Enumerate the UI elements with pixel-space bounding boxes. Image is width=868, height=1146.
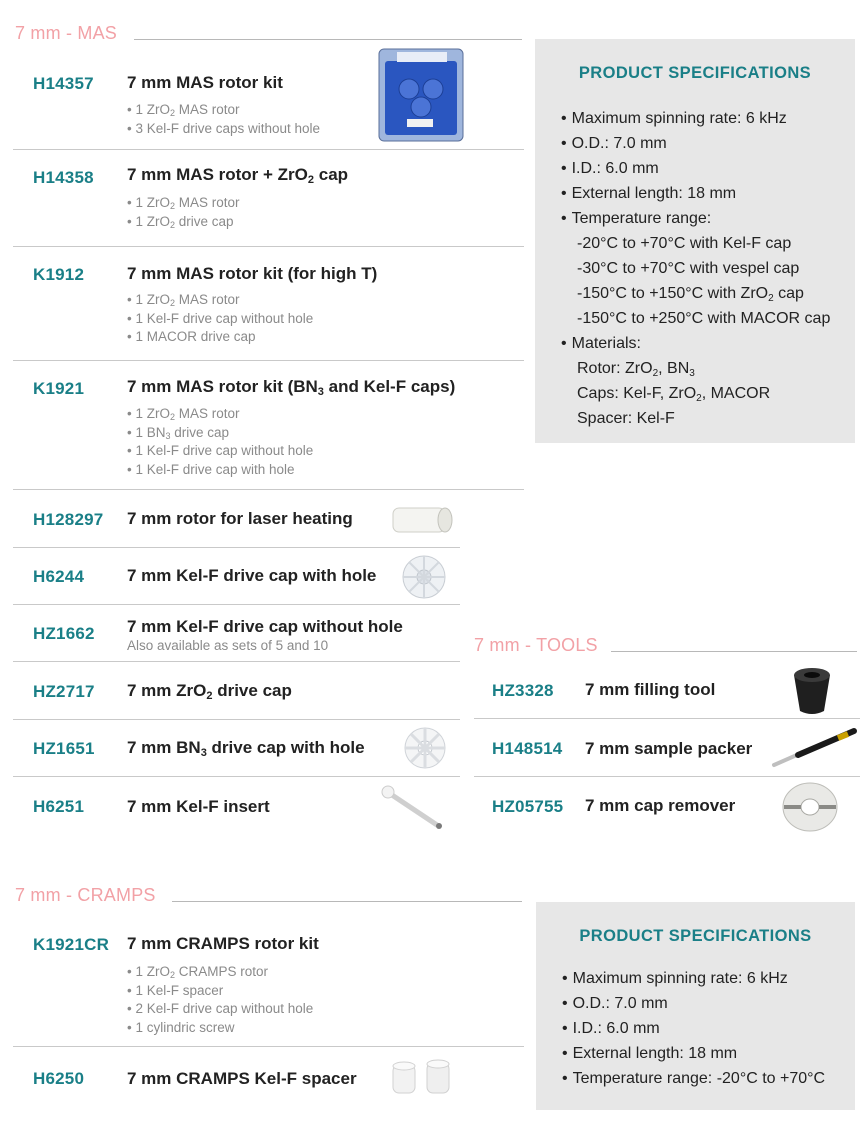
product-specifications-mas <box>535 39 855 443</box>
spec-line: • External length: 18 mm <box>561 181 830 206</box>
spec-title: PRODUCT SPECIFICATIONS <box>579 927 812 945</box>
product-code: HZ1662 <box>33 624 95 643</box>
spec-list <box>561 106 830 431</box>
spec-line: • I.D.: 6.0 mm <box>561 156 830 181</box>
product-row-h6244 <box>13 548 460 605</box>
content-item: • 3 Kel-F drive caps without hole <box>127 120 321 136</box>
product-name: 7 mm CRAMPS Kel-F spacer <box>127 1069 357 1088</box>
spec-line: • Materials: <box>561 331 830 356</box>
content-item: • 1 cylindric screw <box>127 1019 235 1035</box>
drive-cap-image <box>397 552 451 602</box>
product-row-hz3328 <box>474 661 860 719</box>
content-item: • 1 Kel-F spacer <box>127 982 224 998</box>
spec-line: -150°C to +150°C with ZrO$_2$ cap <box>577 285 804 304</box>
spec-title: PRODUCT SPECIFICATIONS <box>578 64 812 82</box>
product-code: H6244 <box>33 567 85 586</box>
product-row-h148514 <box>474 719 860 777</box>
product-name: 7 mm Kel-F drive cap without hole <box>127 617 403 636</box>
product-row-hz05755 <box>474 777 860 835</box>
product-name: 7 mm MAS rotor kit ($BN_3$ and Kel-F caps) <box>127 377 456 398</box>
spec-line: • Temperature range: -20°C to +70°C <box>562 1066 825 1091</box>
section-title-cramps: 7 mm - CRAMPS <box>15 885 156 905</box>
spec-line: Rotor: ZrO$_2$, $BN_3$ <box>577 360 695 379</box>
content-item: • 1 ZrO$_2$ MAS rotor <box>127 292 240 308</box>
content-item: • 2 Kel-F drive cap without hole <box>127 1001 314 1016</box>
product-row-hz1651 <box>13 720 460 777</box>
product-note: Also available as sets of 5 and 10 <box>127 638 329 653</box>
product-name: 7 mm Kel-F insert <box>127 797 270 816</box>
spec-line: -20°C to +70°C with Kel-F cap <box>577 235 792 252</box>
product-name: 7 mm ZrO$_2$ drive cap <box>127 681 292 702</box>
product-name: 7 mm $BN_3$ drive cap with hole <box>127 738 365 759</box>
spec-line: -150°C to +250°C with MACOR cap <box>577 310 831 327</box>
product-row-hz2717 <box>13 662 460 720</box>
product-row-k1921cr <box>13 910 524 1047</box>
product-contents <box>127 405 313 479</box>
spec-line: • O.D.: 7.0 mm <box>562 991 825 1016</box>
content-item: • 1 ZrO$_2$ CRAMPS rotor <box>127 964 269 980</box>
content-item: • 1 MACOR drive cap <box>127 329 256 344</box>
product-name: 7 mm sample packer <box>585 739 753 758</box>
content-item: • 1 ZrO$_2$ MAS rotor <box>127 195 240 211</box>
section-title-mas: 7 mm - MAS <box>15 23 118 43</box>
spacer-image <box>385 1057 465 1101</box>
section-rule <box>134 39 522 40</box>
laser-rotor-image <box>385 496 463 540</box>
product-code: H6250 <box>33 1069 85 1088</box>
product-row-k1912 <box>13 247 524 361</box>
sample-packer-image <box>768 725 860 771</box>
product-code: H148514 <box>492 739 563 758</box>
product-row-hz1662 <box>13 605 460 662</box>
product-name: 7 mm rotor for laser heating <box>127 509 353 528</box>
product-name: 7 mm Kel-F drive cap with hole <box>127 566 377 585</box>
spec-line: • Maximum spinning rate: 6 kHz <box>561 106 830 131</box>
product-code: HZ3328 <box>492 681 554 700</box>
product-name: 7 mm MAS rotor + ZrO$_2$ cap <box>127 165 349 186</box>
section-rule <box>611 651 857 652</box>
product-code: K1912 <box>33 265 85 284</box>
spec-line: Caps: Kel-F, ZrO$_2$, MACOR <box>577 385 771 404</box>
spec-line: • I.D.: 6.0 mm <box>562 1016 825 1041</box>
product-code: HZ2717 <box>33 682 95 701</box>
spec-line: • External length: 18 mm <box>562 1041 825 1066</box>
filling-tool-image <box>784 661 840 719</box>
content-item: • 1 Kel-F drive cap without hole <box>127 310 314 326</box>
product-code: K1921CR <box>33 935 110 954</box>
product-name: 7 mm MAS rotor kit (for high T) <box>127 264 378 283</box>
spec-line: -30°C to +70°C with vespel cap <box>577 260 800 277</box>
rotor-kit-box-image <box>377 47 465 143</box>
product-code: H14358 <box>33 168 94 187</box>
content-item: • 1 Kel-F drive cap without hole <box>127 443 314 458</box>
content-item: • 1 Kel-F drive cap with hole <box>127 461 295 477</box>
content-item: • 1 ZrO$_2$ MAS rotor <box>127 102 240 118</box>
product-code: H14357 <box>33 74 94 93</box>
product-row-h128297 <box>13 490 460 548</box>
product-row-h6251 <box>13 777 460 833</box>
section-rule <box>172 901 522 902</box>
product-row-h14357 <box>13 45 524 150</box>
content-item: • 1 ZrO$_2$ drive cap <box>127 213 234 230</box>
product-code: HZ05755 <box>492 797 564 816</box>
product-contents <box>127 963 313 1037</box>
product-code: K1921 <box>33 379 85 398</box>
product-name: 7 mm MAS rotor kit <box>127 73 283 92</box>
product-contents <box>127 101 320 138</box>
product-code: H6251 <box>33 797 85 816</box>
product-code: HZ1651 <box>33 739 95 758</box>
content-item: • 1 ZrO$_2$ MAS rotor <box>127 406 240 422</box>
section-title-tools: 7 mm - TOOLS <box>474 635 598 655</box>
product-contents <box>127 291 313 347</box>
product-name: 7 mm cap remover <box>585 796 736 815</box>
product-name: 7 mm filling tool <box>585 680 716 699</box>
product-row-h14358 <box>13 150 524 247</box>
product-specifications-cramps <box>536 902 855 1110</box>
product-contents <box>127 194 240 231</box>
product-name: 7 mm CRAMPS rotor kit <box>127 934 319 953</box>
spec-line: • Temperature range: <box>561 206 830 231</box>
product-row-k1921 <box>13 361 524 490</box>
spec-list <box>562 966 825 1091</box>
spec-line: • Maximum spinning rate: 6 kHz <box>562 966 825 991</box>
product-row-h6250 <box>13 1047 524 1109</box>
product-code: H128297 <box>33 510 104 529</box>
content-item: • 1 $BN_3$ drive cap <box>127 424 230 441</box>
spec-line: • O.D.: 7.0 mm <box>561 131 830 156</box>
cap-remover-image <box>780 777 840 835</box>
spec-line: Spacer: Kel-F <box>577 410 675 427</box>
insert-image <box>375 779 459 833</box>
bn3-drive-cap-image <box>399 723 451 773</box>
